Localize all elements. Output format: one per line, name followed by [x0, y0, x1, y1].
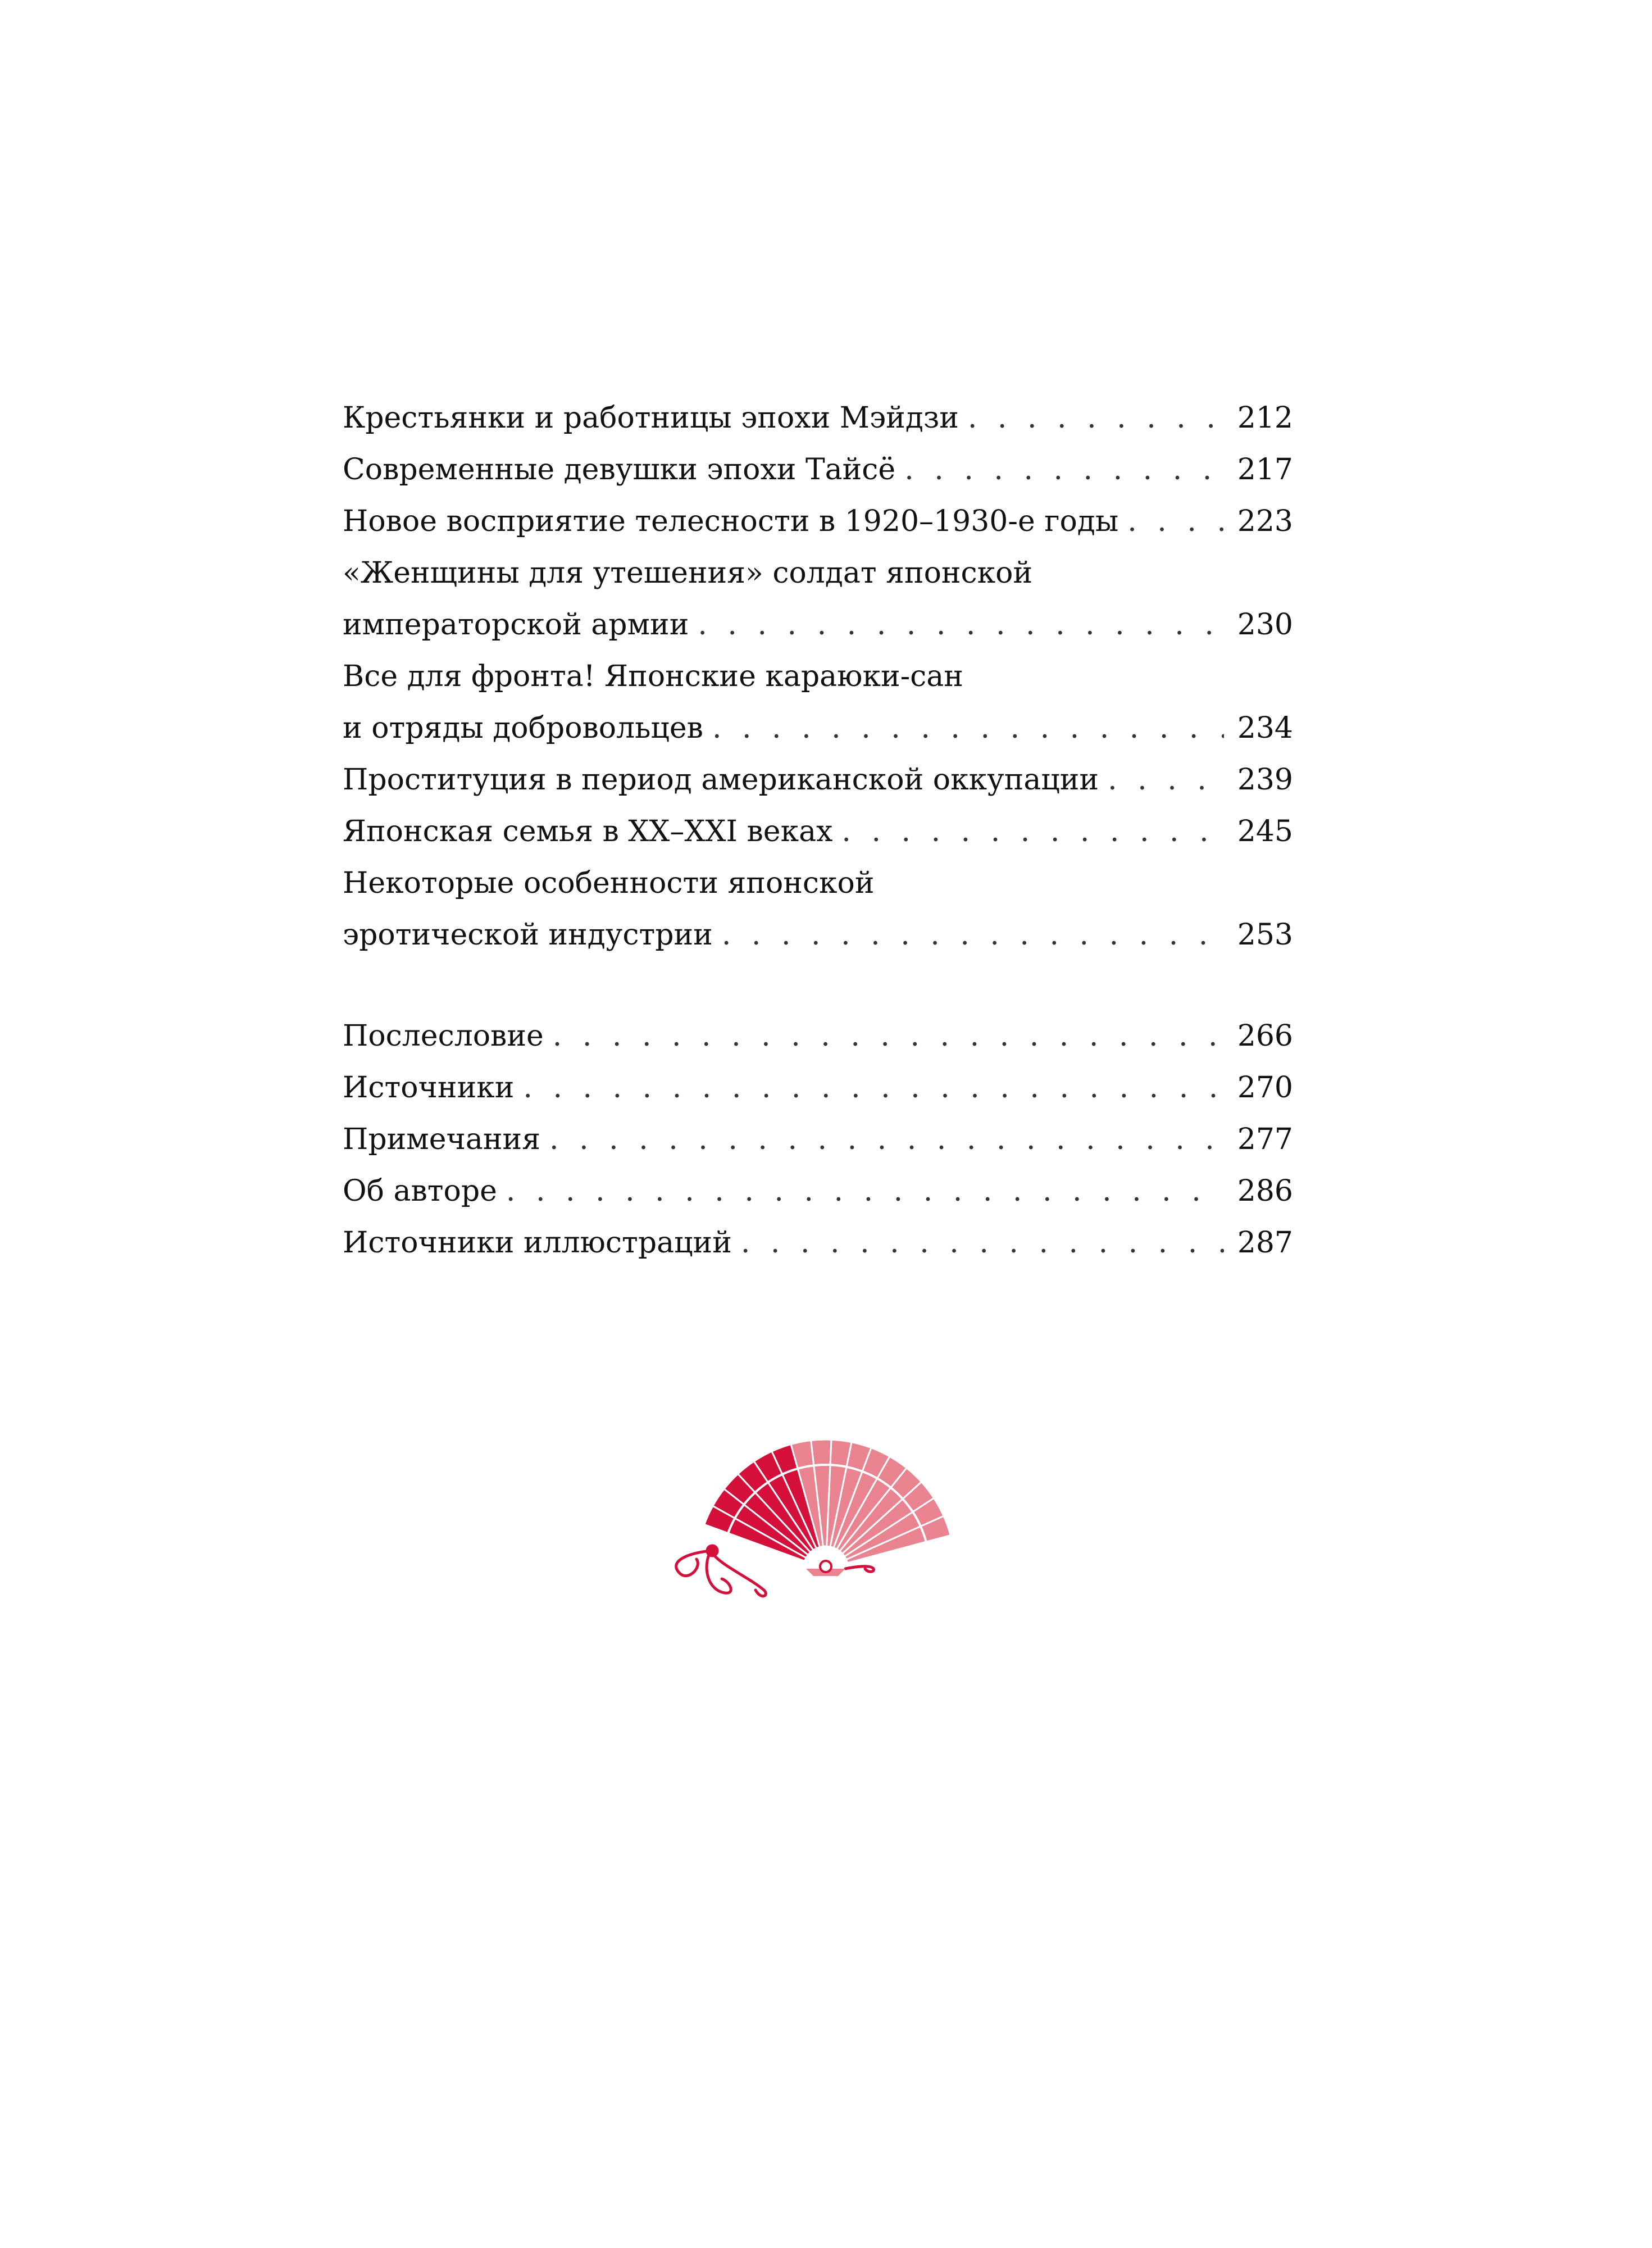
toc-page-number: 217 [1237, 453, 1293, 487]
toc-entry-title: Проституция в период американской оккупации [343, 763, 1099, 797]
toc-entry-line [343, 754, 1293, 806]
toc-page-number: 239 [1237, 763, 1293, 797]
toc-entry-title: Современные девушки эпохи Тайсё [343, 453, 896, 487]
toc-leader-dots [523, 1062, 1223, 1114]
toc-page-number: 230 [1237, 608, 1293, 642]
toc-leader-dots [722, 909, 1224, 961]
toc-leader-dots [553, 1010, 1224, 1062]
toc-entry [343, 857, 1293, 961]
toc-entry-title: Японская семья в XX–XXI веках [343, 815, 833, 848]
fan-pivot [806, 1561, 845, 1576]
toc-entry-line [343, 651, 1293, 702]
toc-leader-dots [1127, 496, 1224, 547]
toc-entry-line [343, 909, 1293, 961]
toc-group-separator [343, 961, 1293, 1010]
toc-entry-line [343, 1062, 1293, 1114]
toc-entry-title: Некоторые особенности японской [343, 866, 875, 900]
toc-entry-line [343, 496, 1293, 547]
toc-page-number: 277 [1237, 1123, 1293, 1156]
toc-entry [343, 1062, 1293, 1114]
toc-page-number: 253 [1237, 918, 1293, 952]
toc-entry-title: «Женщины для утешения» солдат японской [343, 556, 1033, 590]
toc-leader-dots [968, 392, 1224, 444]
toc-entry [343, 547, 1293, 651]
toc-group-back-matter [343, 1010, 1293, 1269]
toc-entry-line [343, 702, 1293, 754]
toc-entry [343, 444, 1293, 496]
toc-leader-dots [712, 702, 1224, 754]
toc-entry [343, 1114, 1293, 1165]
toc-entry-title: и отряды добровольцев [343, 711, 703, 745]
toc-page-number: 270 [1237, 1071, 1293, 1105]
toc-entry-line [343, 599, 1293, 651]
toc-entry-line [343, 806, 1293, 857]
toc-entry [343, 392, 1293, 444]
toc-leader-dots [904, 444, 1224, 496]
toc-group-chapters [343, 392, 1293, 961]
toc-entry-title: императорской армии [343, 608, 689, 642]
toc-page-number: 245 [1237, 815, 1293, 848]
toc-entry [343, 1165, 1293, 1217]
toc-page-number: 287 [1237, 1226, 1293, 1260]
toc-leader-dots [841, 806, 1223, 857]
toc-leader-dots [506, 1165, 1224, 1217]
toc-entry-title: Об авторе [343, 1174, 497, 1208]
toc-page-number: 212 [1237, 401, 1293, 435]
toc-leader-dots [698, 599, 1223, 651]
folding-fan-icon [663, 1422, 977, 1607]
toc-entry-line [343, 1217, 1293, 1269]
toc-entry-title: Источники иллюстраций [343, 1226, 732, 1260]
toc-entry-title: Примечания [343, 1123, 541, 1156]
toc-entry-title: эротической индустрии [343, 918, 713, 952]
toc-entry-title: Новое восприятие телесности в 1920–1930-е годы [343, 505, 1119, 538]
toc-entry-line [343, 392, 1293, 444]
toc-entry-line [343, 1010, 1293, 1062]
toc-entry-line [343, 444, 1293, 496]
toc-page-number: 223 [1237, 505, 1293, 538]
toc-page-number: 234 [1237, 711, 1293, 745]
fan-blades [704, 1439, 950, 1563]
toc-entry-line [343, 857, 1293, 909]
toc-entry-line [343, 547, 1293, 599]
toc-leader-dots [741, 1217, 1224, 1269]
table-of-contents [343, 392, 1293, 1269]
toc-entry-title: Послесловие [343, 1019, 544, 1053]
toc-page-number: 266 [1237, 1019, 1293, 1053]
toc-entry [343, 651, 1293, 754]
toc-entry [343, 754, 1293, 806]
toc-entry [343, 1010, 1293, 1062]
toc-entry-line [343, 1165, 1293, 1217]
toc-leader-dots [1108, 754, 1224, 806]
toc-entry-title: Все для фронта! Японские караюки-сан [343, 660, 963, 693]
toc-entry [343, 1217, 1293, 1269]
toc-entry [343, 496, 1293, 547]
toc-leader-dots [549, 1114, 1224, 1165]
toc-page-number: 286 [1237, 1174, 1293, 1208]
toc-entry-title: Источники [343, 1071, 515, 1105]
toc-entry [343, 806, 1293, 857]
toc-entry-line [343, 1114, 1293, 1165]
toc-entry-title: Крестьянки и работницы эпохи Мэйдзи [343, 401, 959, 435]
